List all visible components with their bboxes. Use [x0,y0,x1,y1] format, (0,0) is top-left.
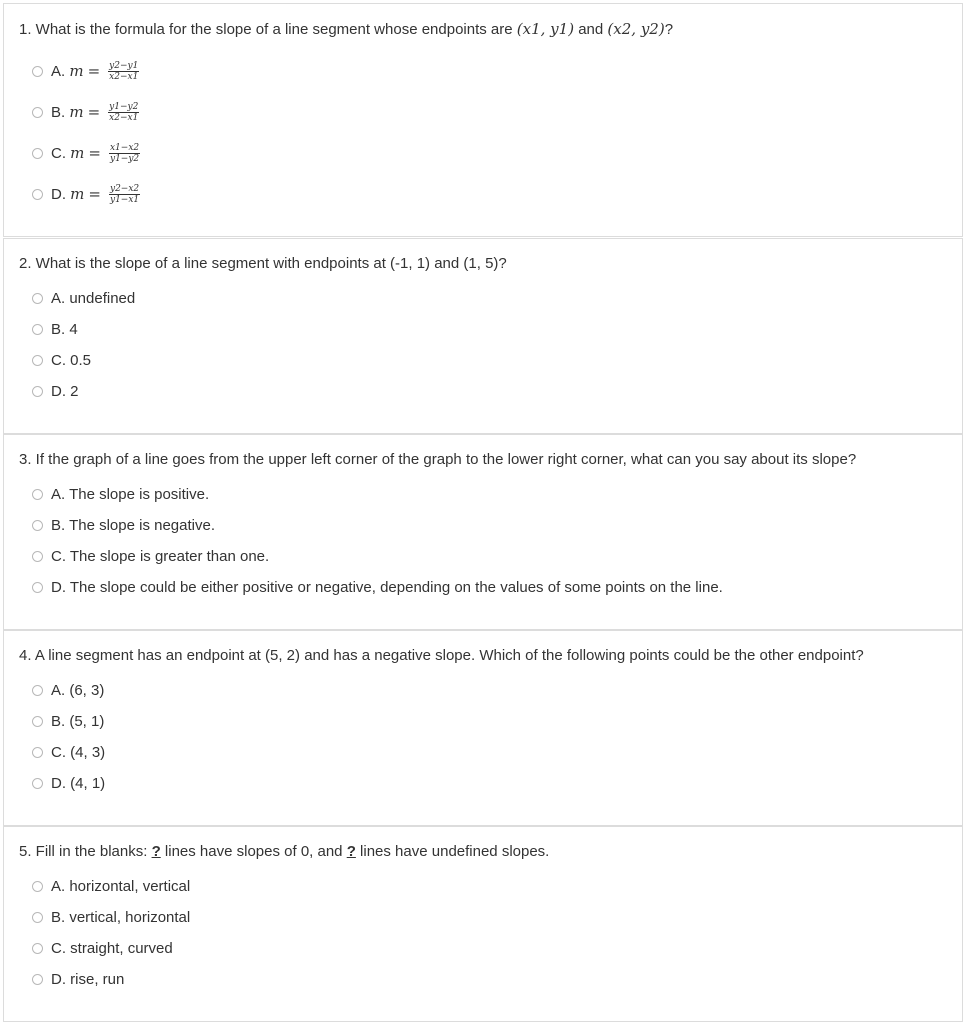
fraction: $\frac{x1-x2}{y1-y2}$ [109,142,140,164]
option-b[interactable]: B. m = $\frac{y1-y2}{x2-x1}$ [32,101,139,123]
radio-icon[interactable] [32,881,43,892]
question-text: 2. What is the slope of a line segment with endpoints at (-1, 1) and (1, 5)? [19,255,507,272]
radio-icon[interactable] [32,386,43,397]
option-a[interactable]: A. m = $\frac{y2-y1}{x2-x1}$ [32,60,139,82]
option-b[interactable]: B. 4 [32,318,78,340]
option-a[interactable]: A. horizontal, vertical [32,875,190,897]
radio-icon[interactable] [32,355,43,366]
question-card-3 [3,434,963,630]
option-d[interactable]: D. rise, run [32,968,124,990]
radio-icon[interactable] [32,974,43,985]
point-1: (x1, y1) [516,20,575,38]
option-a[interactable]: A. (6, 3) [32,679,104,701]
question-card-4 [3,630,963,826]
radio-icon[interactable] [32,293,43,304]
option-c[interactable]: C. The slope is greater than one. [32,545,269,567]
radio-icon[interactable] [32,148,43,159]
option-d[interactable]: D. 2 [32,380,79,402]
option-b[interactable]: B. vertical, horizontal [32,906,190,928]
blank-1: ? [151,843,161,860]
option-d[interactable]: D. (4, 1) [32,772,105,794]
radio-icon[interactable] [32,489,43,500]
radio-icon[interactable] [32,520,43,531]
point-2: (x2, y2) [607,20,665,38]
option-b[interactable]: B. (5, 1) [32,710,104,732]
option-a[interactable]: A. undefined [32,287,135,309]
radio-icon[interactable] [32,189,43,200]
fraction: $\frac{y1-y2}{x2-x1}$ [109,101,139,123]
radio-icon[interactable] [32,943,43,954]
question-card-1 [3,3,963,237]
question-text: 1. What is the formula for the slope of a line segment whose endpoints are (x1, y1) and (x2, y2)? [19,20,674,38]
option-c[interactable]: C. (4, 3) [32,741,105,763]
option-a[interactable]: A. The slope is positive. [32,483,209,505]
question-text: 5. Fill in the blanks: ? lines have slopes of 0, and ? lines have undefined slopes. [19,843,550,860]
option-b[interactable]: B. The slope is negative. [32,514,215,536]
radio-icon[interactable] [32,582,43,593]
option-c[interactable]: C. straight, curved [32,937,173,959]
radio-icon[interactable] [32,716,43,727]
radio-icon[interactable] [32,551,43,562]
option-c[interactable]: C. m = $\frac{x1-x2}{y1-y2}$ [32,142,140,164]
radio-icon[interactable] [32,66,43,77]
question-text: 4. A line segment has an endpoint at (5, 2) and has a negative slope. Which of the following points could be the other endpoint? [19,647,864,664]
radio-icon[interactable] [32,324,43,335]
fraction: $\frac{y2-y1}{x2-x1}$ [109,60,139,82]
question-card-2 [3,238,963,434]
question-text: 3. If the graph of a line goes from the upper left corner of the graph to the lower right corner, what can you say about its slope? [19,451,857,468]
radio-icon[interactable] [32,747,43,758]
radio-icon[interactable] [32,685,43,696]
option-d[interactable]: D. The slope could be either positive or negative, depending on the values of some points on the line. [32,576,723,598]
radio-icon[interactable] [32,778,43,789]
radio-icon[interactable] [32,912,43,923]
question-card-5 [3,826,963,1022]
option-d[interactable]: D. m = $\frac{y2-x2}{y1-x1}$ [32,183,140,205]
fraction: $\frac{y2-x2}{y1-x1}$ [109,183,140,205]
blank-2: ? [346,843,356,860]
radio-icon[interactable] [32,107,43,118]
option-c[interactable]: C. 0.5 [32,349,91,371]
